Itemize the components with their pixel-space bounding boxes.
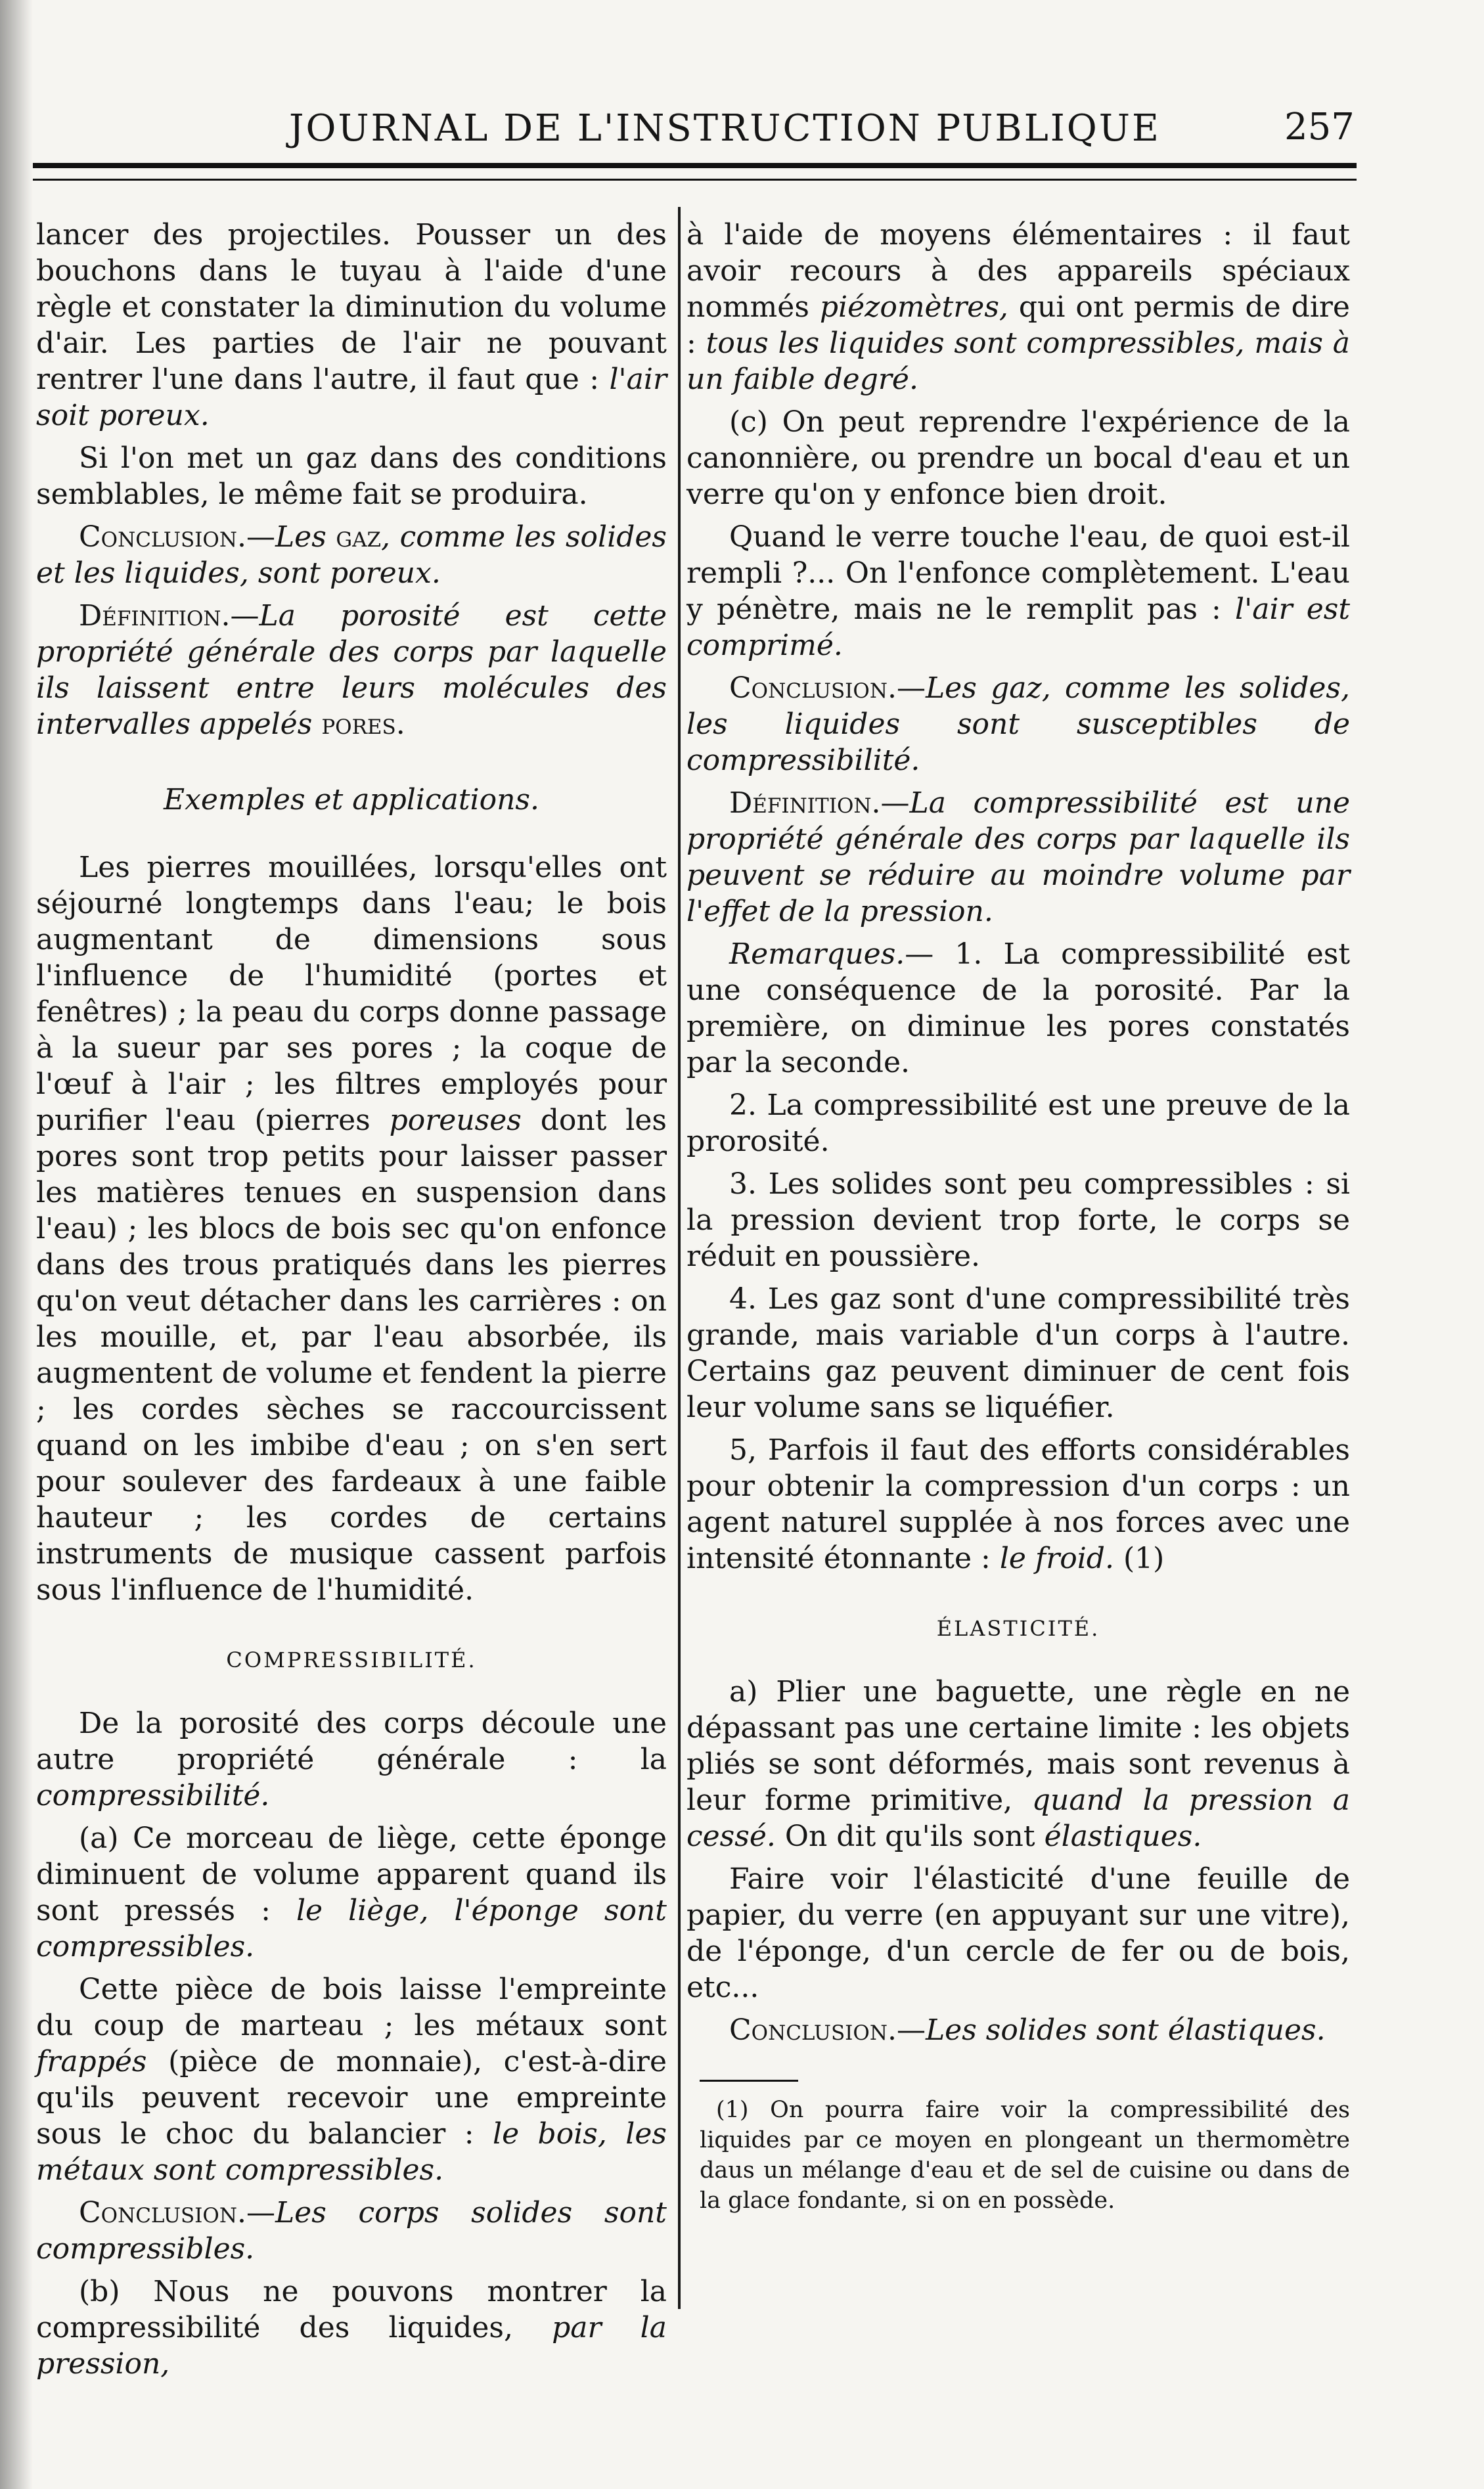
conclusion-gases: Conclusion.—Les gaz, comme les solides, les liquides sont susceptibles de compressibilité. bbox=[686, 671, 1350, 777]
remark-3: 3. Les solides sont peu compressibles : si la pression devient trop forte, le corps se réduit en poussière. bbox=[686, 1167, 1350, 1273]
running-header bbox=[0, 102, 1484, 161]
conclusion-porosity: Conclusion.—Les gaz, comme les solides et les liquides, sont poreux. bbox=[36, 520, 667, 590]
page-number: 257 bbox=[1284, 106, 1355, 148]
header-rule-thick bbox=[33, 163, 1357, 168]
remark-2: 2. La compressibilité est une preuve de la prorosité. bbox=[686, 1088, 1350, 1158]
paragraph: Cette pièce de bois laisse l'empreinte du coup de marteau ; les métaux sont frappés (pièce de monnaie), c'est-à-dire qu'ils peuvent recevoir une empreinte sous le choc du balancier : le bois, les métaux sont compressibles. bbox=[36, 1973, 667, 2187]
conclusion-elastic: Conclusion.—Les solides sont élastiques. bbox=[729, 2013, 1326, 2047]
paragraph: Si l'on met un gaz dans des conditions semblables, le même fait se produira. bbox=[36, 441, 667, 511]
paragraph: (c) On peut reprendre l'expérience de la canonnière, ou prendre un bocal d'eau et un verre qu'on y enfonce bien droit. bbox=[686, 405, 1350, 511]
remark-4: 4. Les gaz sont d'une compressibilité très grande, mais variable d'un corps à l'autre. Certains gaz peuvent diminuer de cent fois leur volume sans se liquéfier. bbox=[686, 1282, 1350, 1424]
elasticity-heading: ÉLASTICITÉ. bbox=[936, 1616, 1100, 1641]
paragraph: lancer des projectiles. Pousser un des bouchons dans le tuyau à l'aide d'une règle et constater la diminution du volume d'air. Les parties de l'air ne pouvant rentrer l'une dans l'autre, il faut que : l'air soit poreux. bbox=[36, 218, 667, 432]
definition-compressibility: Définition.—La compressibilité est une propriété générale des corps par laquelle ils peuvent se réduire au moindre volume par l'effet de la pression. bbox=[686, 786, 1350, 928]
column-divider bbox=[678, 207, 681, 2309]
examples-paragraph: Les pierres mouillées, lorsqu'elles ont séjourné longtemps dans l'eau; le bois augmentant de dimensions sous l'influence de l'humidité (portes et fenêtres) ; la peau du corps donne passage à la sueur par ses pores ; la coque de l'œuf à l'air ; les filtres employés pour purifier l'eau (pierres poreuses dont les pores sont trop petits pour laisser passer les matières tenues en suspension dans l'eau) ; les blocs de bois sec qu'on enfonce dans des trous pratiqués dans les pierres qu'on veut détacher dans les carrières : on les mouille, et, par l'eau absorbée, ils augmentent de volume et fendent la pierre ; les cordes sèches se raccourcissent quand on les imbibe d'eau ; on s'en sert pour soulever des fardeaux à une faible hauteur ; les cordes de certains instruments de musique cassent parfois sous l'influence de l'humidité. bbox=[36, 851, 667, 1607]
remark-5: 5, Parfois il faut des efforts considérables pour obtenir la compression d'un corps : un agent naturel supplée à nos forces avec une intensité étonnante : le froid. (1) bbox=[686, 1433, 1350, 1575]
paragraph: (b) Nous ne pouvons montrer la compressibilité des liquides, par la pression, bbox=[36, 2275, 667, 2381]
left-column bbox=[36, 217, 667, 2388]
paragraph: De la porosité des corps découle une autre propriété générale : la compressibilité. bbox=[36, 1707, 667, 1812]
footnote: (1) On pourra faire voir la compressibilité des liquides par ce moyen en plongeant un thermomètre daus un mélange d'eau et de sel de cuisine ou dans de la glace fondante, si on en possède. bbox=[700, 2097, 1350, 2214]
right-column bbox=[686, 217, 1350, 2216]
compressibility-heading: COMPRESSIBILITÉ. bbox=[226, 1648, 477, 1672]
paragraph: Quand le verre touche l'eau, de quoi est-il rempli ?... On l'enfonce complètement. L'eau y pénètre, mais ne le remplit pas : l'air est comprimé. bbox=[686, 520, 1350, 662]
journal-title: JOURNAL DE L'INSTRUCTION PUBLIQUE bbox=[289, 107, 1161, 150]
paragraph: a) Plier une baguette, une règle en ne dépassant pas une certaine limite : les objets pliés se sont déformés, mais sont revenus à leur forme primitive, quand la pression a cessé. On dit qu'ils sont élastiques. bbox=[686, 1675, 1350, 1853]
examples-heading: Exemples et applications. bbox=[164, 783, 539, 817]
header-rule-thin bbox=[33, 179, 1357, 181]
paragraph: Faire voir l'élasticité d'une feuille de papier, du verre (en appuyant sur une vitre), de l'éponge, d'un cercle de fer ou de bois, etc... bbox=[686, 1862, 1350, 2004]
footnote-rule bbox=[700, 2080, 798, 2082]
scan-shadow bbox=[0, 0, 33, 2489]
paragraph: à l'aide de moyens élémentaires : il faut avoir recours à des appareils spéciaux nommés piézomètres, qui ont permis de dire : tous les liquides sont compressibles, mais à un faible degré. bbox=[686, 218, 1350, 396]
remarks-paragraph: Remarques.— 1. La compressibilité est une conséquence de la porosité. Par la première, on diminue les pores constatés par la seconde. bbox=[686, 937, 1350, 1079]
definition-porosity: Définition.—La porosité est cette propriété générale des corps par laquelle ils laissent entre leurs molécules des intervalles appelés pores. bbox=[36, 599, 667, 741]
conclusion-solids: Conclusion.—Les corps solides sont compressibles. bbox=[36, 2196, 667, 2266]
paragraph: (a) Ce morceau de liège, cette éponge diminuent de volume apparent quand ils sont pressés : le liège, l'éponge sont compressibles. bbox=[36, 1822, 667, 1963]
